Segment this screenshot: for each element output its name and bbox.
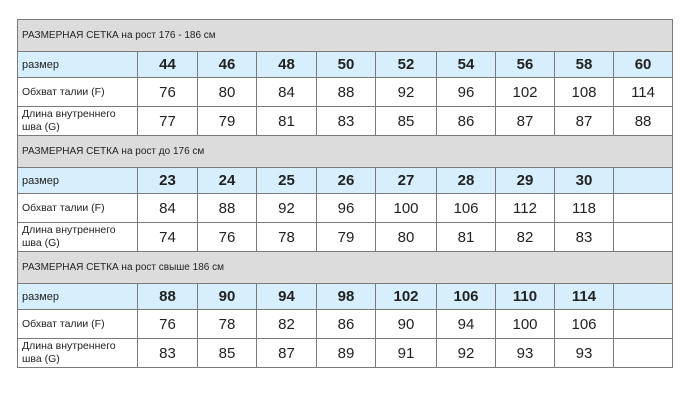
size-row xyxy=(18,168,673,194)
measurement-value: 108 xyxy=(555,78,614,107)
measurement-value: 87 xyxy=(555,107,614,136)
measurement-row xyxy=(18,339,673,368)
measurement-value: 94 xyxy=(437,310,496,339)
measurement-value: 88 xyxy=(317,78,376,107)
measurement-value: 106 xyxy=(555,310,614,339)
size-row-label: размер xyxy=(18,52,138,78)
measurement-value xyxy=(614,310,673,339)
size-cell: 98 xyxy=(317,284,376,310)
measurement-value: 106 xyxy=(437,194,496,223)
measurement-value xyxy=(614,339,673,368)
size-cell: 44 xyxy=(138,52,198,78)
size-cell: 27 xyxy=(376,168,437,194)
size-cell: 54 xyxy=(437,52,496,78)
size-cell: 114 xyxy=(555,284,614,310)
measurement-value: 85 xyxy=(198,339,257,368)
measurement-value: 82 xyxy=(257,310,317,339)
measurement-value: 91 xyxy=(376,339,437,368)
measurement-label: Длина внутреннего шва (G) xyxy=(18,107,138,136)
section-title: РАЗМЕРНАЯ СЕТКА на рост до 176 см xyxy=(18,136,673,168)
section-title: РАЗМЕРНАЯ СЕТКА на рост 176 - 186 см xyxy=(18,20,673,52)
size-row xyxy=(18,284,673,310)
measurement-value: 81 xyxy=(257,107,317,136)
measurement-value: 81 xyxy=(437,223,496,252)
measurement-value: 96 xyxy=(437,78,496,107)
measurement-label: Длина внутреннего шва (G) xyxy=(18,223,138,252)
measurement-value: 83 xyxy=(138,339,198,368)
measurement-value: 83 xyxy=(317,107,376,136)
size-cell: 28 xyxy=(437,168,496,194)
size-cell: 58 xyxy=(555,52,614,78)
measurement-value: 96 xyxy=(317,194,376,223)
measurement-value: 86 xyxy=(317,310,376,339)
size-cell: 50 xyxy=(317,52,376,78)
measurement-value: 76 xyxy=(138,78,198,107)
size-cell: 48 xyxy=(257,52,317,78)
measurement-value: 74 xyxy=(138,223,198,252)
measurement-value: 86 xyxy=(437,107,496,136)
section-title-row xyxy=(18,136,673,168)
measurement-value: 100 xyxy=(496,310,555,339)
section-title-row xyxy=(18,20,673,52)
size-cell: 56 xyxy=(496,52,555,78)
size-cell: 29 xyxy=(496,168,555,194)
measurement-value: 76 xyxy=(198,223,257,252)
measurement-value: 82 xyxy=(496,223,555,252)
size-chart-body xyxy=(18,20,673,368)
measurement-value: 92 xyxy=(437,339,496,368)
size-cell: 60 xyxy=(614,52,673,78)
measurement-value: 100 xyxy=(376,194,437,223)
size-cell: 102 xyxy=(376,284,437,310)
measurement-row xyxy=(18,194,673,223)
measurement-row xyxy=(18,310,673,339)
size-cell: 26 xyxy=(317,168,376,194)
size-cell xyxy=(614,168,673,194)
measurement-value: 92 xyxy=(376,78,437,107)
size-cell: 30 xyxy=(555,168,614,194)
size-chart-table xyxy=(17,19,673,368)
size-cell: 46 xyxy=(198,52,257,78)
section-title-row xyxy=(18,252,673,284)
size-cell xyxy=(614,284,673,310)
measurement-value: 79 xyxy=(317,223,376,252)
size-cell: 25 xyxy=(257,168,317,194)
measurement-label: Обхват талии (F) xyxy=(18,78,138,107)
size-row-label: размер xyxy=(18,284,138,310)
measurement-value: 112 xyxy=(496,194,555,223)
measurement-value: 85 xyxy=(376,107,437,136)
measurement-row xyxy=(18,78,673,107)
measurement-value: 76 xyxy=(138,310,198,339)
measurement-value: 80 xyxy=(376,223,437,252)
size-cell: 110 xyxy=(496,284,555,310)
size-cell: 52 xyxy=(376,52,437,78)
measurement-value: 84 xyxy=(138,194,198,223)
measurement-value: 90 xyxy=(376,310,437,339)
measurement-value: 118 xyxy=(555,194,614,223)
measurement-value: 78 xyxy=(257,223,317,252)
measurement-value: 88 xyxy=(198,194,257,223)
measurement-label: Обхват талии (F) xyxy=(18,194,138,223)
measurement-row xyxy=(18,107,673,136)
size-cell: 94 xyxy=(257,284,317,310)
measurement-value: 114 xyxy=(614,78,673,107)
measurement-row xyxy=(18,223,673,252)
measurement-value: 93 xyxy=(555,339,614,368)
measurement-value: 83 xyxy=(555,223,614,252)
measurement-label: Обхват талии (F) xyxy=(18,310,138,339)
section-title: РАЗМЕРНАЯ СЕТКА на рост свыше 186 см xyxy=(18,252,673,284)
size-row xyxy=(18,52,673,78)
measurement-value: 89 xyxy=(317,339,376,368)
measurement-label: Длина внутреннего шва (G) xyxy=(18,339,138,368)
measurement-value: 78 xyxy=(198,310,257,339)
measurement-value: 80 xyxy=(198,78,257,107)
measurement-value xyxy=(614,194,673,223)
measurement-value: 87 xyxy=(496,107,555,136)
measurement-value: 102 xyxy=(496,78,555,107)
measurement-value: 88 xyxy=(614,107,673,136)
measurement-value: 92 xyxy=(257,194,317,223)
size-cell: 90 xyxy=(198,284,257,310)
measurement-value: 93 xyxy=(496,339,555,368)
size-cell: 23 xyxy=(138,168,198,194)
size-cell: 106 xyxy=(437,284,496,310)
measurement-value xyxy=(614,223,673,252)
measurement-value: 77 xyxy=(138,107,198,136)
measurement-value: 79 xyxy=(198,107,257,136)
size-cell: 24 xyxy=(198,168,257,194)
size-row-label: размер xyxy=(18,168,138,194)
size-cell: 88 xyxy=(138,284,198,310)
measurement-value: 87 xyxy=(257,339,317,368)
measurement-value: 84 xyxy=(257,78,317,107)
